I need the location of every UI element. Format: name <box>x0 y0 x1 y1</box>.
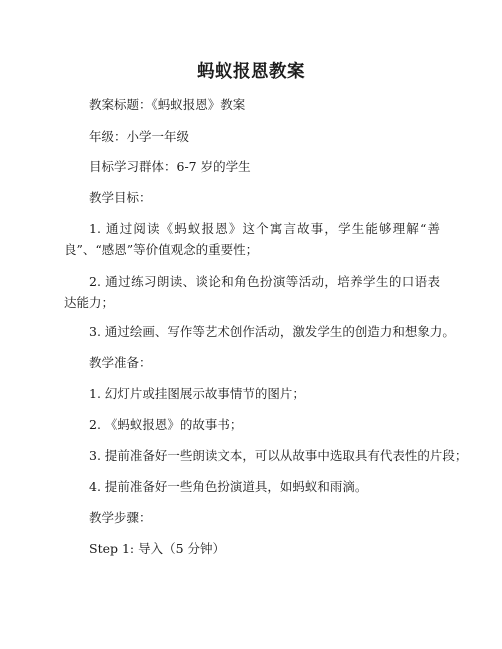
preparation-3: 3. 提前准备好一些朗读文本，可以从故事中选取具有代表性的片段； <box>89 448 468 463</box>
objectives-heading: 教学目标： <box>89 190 152 205</box>
target-group-line: 目标学习群体：6-7 岁的学生 <box>89 159 251 174</box>
objective-2: 2. 通过练习朗读、谈论和角色扮演等活动，培养学生的口语表达能力； <box>64 274 440 310</box>
preparation-2: 2. 《蚂蚁报恩》的故事书； <box>89 417 243 432</box>
grade-line: 年级：小学一年级 <box>89 129 190 144</box>
preparation-4: 4. 提前准备好一些角色扮演道具，如蚂蚁和雨滴。 <box>89 479 368 494</box>
preparation-1: 1. 幻灯片或挂图展示故事情节的图片； <box>89 386 305 401</box>
objective-3: 3. 通过绘画、写作等艺术创作活动，激发学生的创造力和想象力。 <box>89 324 455 339</box>
step-1: Step 1: 导入（5 分钟） <box>89 541 226 556</box>
document-title: 蚂蚁报恩教案 <box>197 62 305 82</box>
steps-heading: 教学步骤： <box>89 510 152 525</box>
lesson-title-line: 教案标题：《蚂蚁报恩》教案 <box>89 97 246 112</box>
preparation-heading: 教学准备： <box>89 355 152 370</box>
objective-1: 1. 通过阅读《蚂蚁报恩》这个寓言故事，学生能够理解“善良”、“感恩”等价值观念的重要性； <box>64 221 440 257</box>
